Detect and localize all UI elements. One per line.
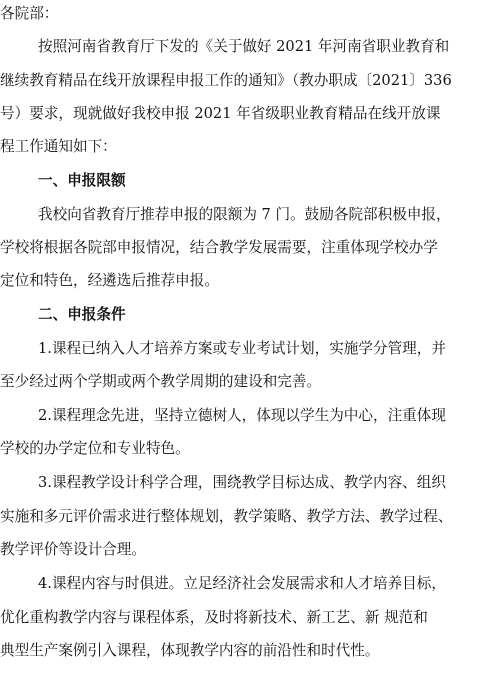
condition-3-line-3: 教学评价等设计合理。 [0, 541, 146, 558]
quota-line-2: 学校将根据各院部申报情况，结合教学发展需要，注重体现学校办学 [0, 239, 438, 256]
condition-4-line-1: 4.课程内容与时俱进。立足经济社会发展需求和人才培养目标， [38, 575, 446, 592]
salutation: 各院部： [0, 5, 59, 22]
intro-line-2: 继续教育精品在线开放课程申报工作的通知》（教办职成〔2021〕336 [0, 72, 452, 89]
condition-1-line-1: 1.课程已纳入人才培养方案或专业考试计划，实施学分管理，并 [38, 340, 446, 357]
condition-4-line-2: 优化重构教学内容与课程体系，及时将新技术、新工艺、新 规范和 [0, 609, 428, 626]
condition-2-line-2: 学校的办学定位和专业特色。 [0, 440, 190, 457]
quota-line-1: 我校向省教育厅推荐申报的限额为 7 门。鼓励各院部积极申报， [38, 206, 451, 223]
intro-line-1: 按照河南省教育厅下发的《关于做好 2021 年河南省职业教育和 [38, 38, 450, 55]
condition-3-line-2: 实施和多元评价需求进行整体规划，教学策略、教学方法、教学过程、 [0, 508, 453, 525]
condition-4-line-3: 典型生产案例引入课程，体现教学内容的前沿性和时代性。 [0, 642, 380, 659]
condition-2-line-1: 2.课程理念先进，坚持立德树人，体现以学生为中心，注重体现 [38, 407, 446, 424]
quota-line-3: 定位和特色，经遴选后推荐申报。 [0, 272, 219, 289]
intro-line-3: 号）要求，现就做好我校申报 2021 年省级职业教育精品在线开放课 [0, 105, 441, 122]
condition-3-line-1: 3.课程教学设计科学合理，围绕教学目标达成、教学内容、组织 [38, 474, 446, 491]
condition-1-line-2: 至少经过两个学期或两个教学周期的建设和完善。 [0, 373, 322, 390]
section-heading-conditions: 二、申报条件 [38, 306, 126, 323]
intro-line-4: 程工作通知如下： [0, 138, 117, 155]
section-heading-quota: 一、申报限额 [38, 172, 126, 189]
